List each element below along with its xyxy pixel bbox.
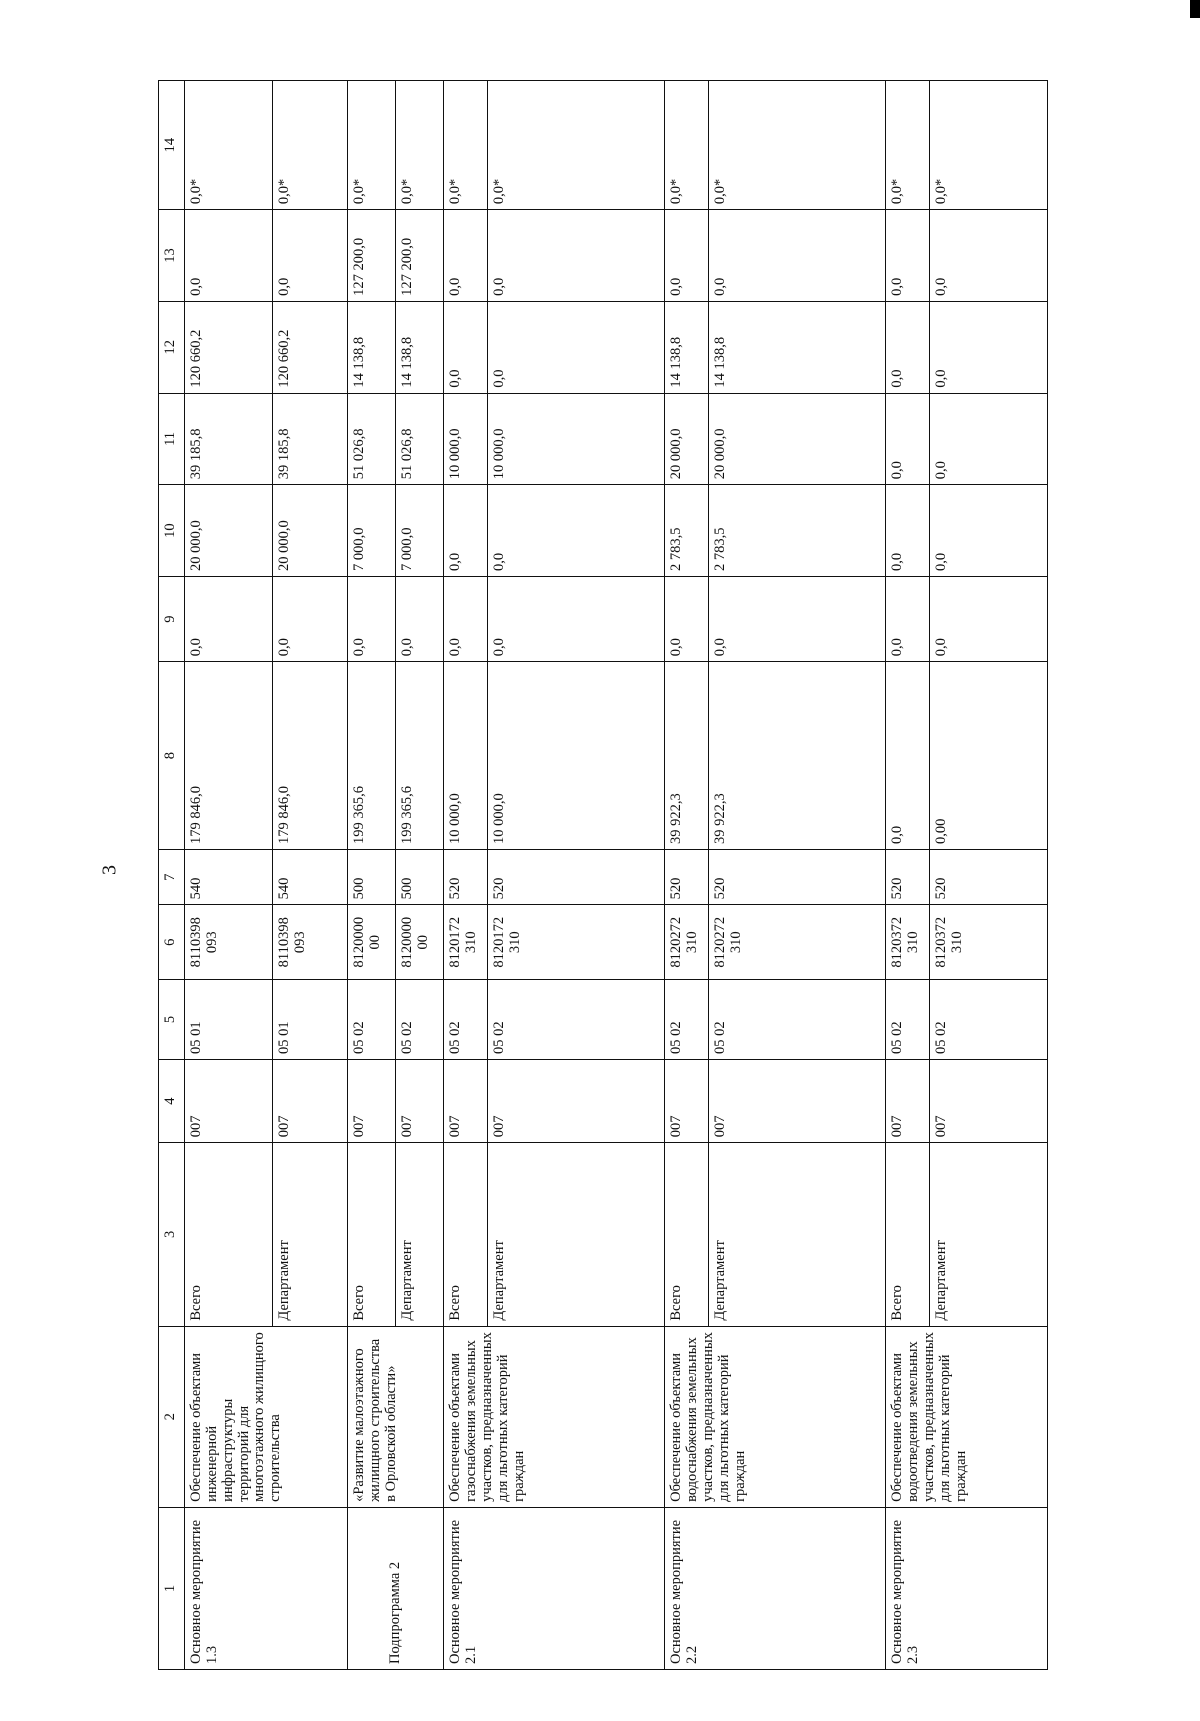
expense-type-cell: 520 — [444, 849, 488, 904]
value-cell: 0,0 — [929, 301, 1047, 393]
table-row — [347, 81, 395, 1670]
column-number: 8 — [159, 662, 185, 850]
activity-description: Обеспечение объектами водоотведения земельных участков, предназначенных для льготных категорий граждан — [886, 1326, 1048, 1507]
value-cell: 10 000,0 — [488, 662, 665, 850]
value-cell: 51 026,8 — [347, 393, 395, 485]
grbs-code-cell: 007 — [709, 1060, 886, 1143]
value-cell: 7 000,0 — [396, 485, 444, 577]
value-cell: 0,0 — [665, 210, 709, 302]
value-cell: 14 138,8 — [709, 301, 886, 393]
column-number: 2 — [159, 1326, 185, 1507]
value-cell: 0,0* — [488, 81, 665, 210]
value-cell: 0,0 — [929, 485, 1047, 577]
activity-description: Обеспечение объектами водоснабжения земельных участков, предназначенных для льготных категорий граждан — [665, 1326, 886, 1507]
value-cell: 0,0* — [665, 81, 709, 210]
value-cell: 0,0 — [929, 393, 1047, 485]
column-number-row — [159, 81, 185, 1670]
executor-cell: Всего — [665, 1143, 709, 1326]
value-cell: 0,0 — [886, 393, 930, 485]
value-cell: 179 846,0 — [272, 662, 347, 850]
grbs-code-cell: 007 — [347, 1060, 395, 1143]
target-article-cell: 8120272 310 — [665, 905, 709, 980]
value-cell: 0,0 — [886, 485, 930, 577]
executor-cell: Всего — [886, 1143, 930, 1326]
value-cell: 127 200,0 — [396, 210, 444, 302]
grbs-code-cell: 007 — [184, 1060, 272, 1143]
expense-type-cell: 520 — [488, 849, 665, 904]
target-article-cell: 8120372 310 — [886, 905, 930, 980]
value-cell: 0,0 — [488, 485, 665, 577]
expense-type-cell: 500 — [396, 849, 444, 904]
column-number: 11 — [159, 393, 185, 485]
value-cell: 10 000,0 — [488, 393, 665, 485]
target-article-cell: 8120172 310 — [488, 905, 665, 980]
value-cell: 0,0 — [886, 301, 930, 393]
value-cell: 0,0* — [272, 81, 347, 210]
column-number: 1 — [159, 1507, 185, 1669]
target-article-cell: 8120172 310 — [444, 905, 488, 980]
value-cell: 0,0 — [709, 576, 886, 661]
value-cell: 2 783,5 — [665, 485, 709, 577]
value-cell: 0,0 — [444, 210, 488, 302]
expense-type-cell: 520 — [665, 849, 709, 904]
value-cell: 0,0 — [396, 576, 444, 661]
executor-cell: Департамент — [272, 1143, 347, 1326]
column-number: 14 — [159, 81, 185, 210]
grbs-code-cell: 007 — [444, 1060, 488, 1143]
section-code-cell: 05 01 — [272, 980, 347, 1060]
grbs-code-cell: 007 — [396, 1060, 444, 1143]
target-article-cell: 8120372 310 — [929, 905, 1047, 980]
section-code-cell: 05 02 — [347, 980, 395, 1060]
value-cell: 39 185,8 — [184, 393, 272, 485]
activity-name: Основное мероприятие 2.3 — [886, 1507, 1048, 1669]
value-cell: 14 138,8 — [396, 301, 444, 393]
table-row — [184, 81, 272, 1670]
grbs-code-cell: 007 — [886, 1060, 930, 1143]
value-cell: 0,0 — [929, 210, 1047, 302]
value-cell: 127 200,0 — [347, 210, 395, 302]
executor-cell: Департамент — [396, 1143, 444, 1326]
value-cell: 0,00 — [929, 662, 1047, 850]
value-cell: 20 000,0 — [184, 485, 272, 577]
value-cell: 0,0 — [886, 576, 930, 661]
activity-name: Основное мероприятие 2.2 — [665, 1507, 886, 1669]
expense-type-cell: 540 — [272, 849, 347, 904]
expense-type-cell: 520 — [709, 849, 886, 904]
section-code-cell: 05 01 — [184, 980, 272, 1060]
section-code-cell: 05 02 — [929, 980, 1047, 1060]
column-number: 12 — [159, 301, 185, 393]
column-number: 4 — [159, 1060, 185, 1143]
column-number: 3 — [159, 1143, 185, 1326]
value-cell: 0,0* — [396, 81, 444, 210]
section-code-cell: 05 02 — [444, 980, 488, 1060]
activity-description: Обеспечение объектами газоснабжения земельных участков, предназначенных для льготных категорий граждан — [444, 1326, 665, 1507]
value-cell: 2 783,5 — [709, 485, 886, 577]
expense-type-cell: 500 — [347, 849, 395, 904]
grbs-code-cell: 007 — [665, 1060, 709, 1143]
grbs-code-cell: 007 — [929, 1060, 1047, 1143]
value-cell: 0,0 — [272, 210, 347, 302]
value-cell: 0,0* — [886, 81, 930, 210]
value-cell: 0,0 — [886, 662, 930, 850]
value-cell: 0,0 — [709, 210, 886, 302]
section-code-cell: 05 02 — [488, 980, 665, 1060]
value-cell: 0,0 — [444, 301, 488, 393]
table-row — [444, 81, 488, 1670]
column-number: 5 — [159, 980, 185, 1060]
value-cell: 0,0 — [272, 576, 347, 661]
column-number: 7 — [159, 849, 185, 904]
activity-name: Основное мероприятие 2.1 — [444, 1507, 665, 1669]
value-cell: 0,0 — [929, 576, 1047, 661]
value-cell: 0,0* — [709, 81, 886, 210]
column-number: 10 — [159, 485, 185, 577]
value-cell: 179 846,0 — [184, 662, 272, 850]
expense-type-cell: 540 — [184, 849, 272, 904]
section-code-cell: 05 02 — [709, 980, 886, 1060]
section-code-cell: 05 02 — [886, 980, 930, 1060]
value-cell: 0,0 — [488, 301, 665, 393]
budget-table-rotated — [158, 80, 1048, 1670]
section-code-cell: 05 02 — [396, 980, 444, 1060]
grbs-code-cell: 007 — [488, 1060, 665, 1143]
column-number: 6 — [159, 905, 185, 980]
executor-cell: Департамент — [929, 1143, 1047, 1326]
value-cell: 0,0 — [488, 210, 665, 302]
target-article-cell: 8120272 310 — [709, 905, 886, 980]
value-cell: 0,0 — [184, 210, 272, 302]
value-cell: 14 138,8 — [347, 301, 395, 393]
value-cell: 0,0 — [665, 576, 709, 661]
target-article-cell: 8110398 093 — [184, 905, 272, 980]
expense-type-cell: 520 — [929, 849, 1047, 904]
section-code-cell: 05 02 — [665, 980, 709, 1060]
target-article-cell: 8110398 093 — [272, 905, 347, 980]
value-cell: 39 922,3 — [665, 662, 709, 850]
executor-cell: Всего — [184, 1143, 272, 1326]
activity-name: Подпрограмма 2 — [347, 1507, 444, 1669]
activity-description: Обеспечение объектами инженерной инфраструктуры территорий для многоэтажного жилищного строительства — [184, 1326, 347, 1507]
target-article-cell: 8120000 00 — [347, 905, 395, 980]
value-cell: 0,0 — [886, 210, 930, 302]
value-cell: 0,0* — [444, 81, 488, 210]
table-row — [665, 81, 709, 1670]
executor-cell: Департамент — [488, 1143, 665, 1326]
value-cell: 0,0 — [444, 576, 488, 661]
value-cell: 39 922,3 — [709, 662, 886, 850]
value-cell: 199 365,6 — [396, 662, 444, 850]
value-cell: 0,0* — [184, 81, 272, 210]
value-cell: 20 000,0 — [272, 485, 347, 577]
value-cell: 0,0 — [347, 576, 395, 661]
value-cell: 0,0 — [488, 576, 665, 661]
value-cell: 20 000,0 — [709, 393, 886, 485]
expense-type-cell: 520 — [886, 849, 930, 904]
activity-description: «Развитие малоэтажного жилищного строительства в Орловской области» — [347, 1326, 444, 1507]
executor-cell: Департамент — [709, 1143, 886, 1326]
value-cell: 10 000,0 — [444, 662, 488, 850]
value-cell: 7 000,0 — [347, 485, 395, 577]
value-cell: 20 000,0 — [665, 393, 709, 485]
value-cell: 0,0* — [929, 81, 1047, 210]
activity-name: Основное мероприятие 1.3 — [184, 1507, 347, 1669]
scan-corner-mark — [1190, 0, 1200, 18]
target-article-cell: 8120000 00 — [396, 905, 444, 980]
value-cell: 120 660,2 — [272, 301, 347, 393]
grbs-code-cell: 007 — [272, 1060, 347, 1143]
table-row — [886, 81, 930, 1670]
value-cell: 120 660,2 — [184, 301, 272, 393]
value-cell: 0,0 — [444, 485, 488, 577]
budget-table — [158, 80, 1048, 1670]
executor-cell: Всего — [444, 1143, 488, 1326]
value-cell: 39 185,8 — [272, 393, 347, 485]
value-cell: 14 138,8 — [665, 301, 709, 393]
value-cell: 0,0 — [184, 576, 272, 661]
column-number: 13 — [159, 210, 185, 302]
value-cell: 199 365,6 — [347, 662, 395, 850]
value-cell: 10 000,0 — [444, 393, 488, 485]
value-cell: 51 026,8 — [396, 393, 444, 485]
executor-cell: Всего — [347, 1143, 395, 1326]
column-number: 9 — [159, 576, 185, 661]
page-number: 3 — [98, 865, 121, 875]
value-cell: 0,0* — [347, 81, 395, 210]
